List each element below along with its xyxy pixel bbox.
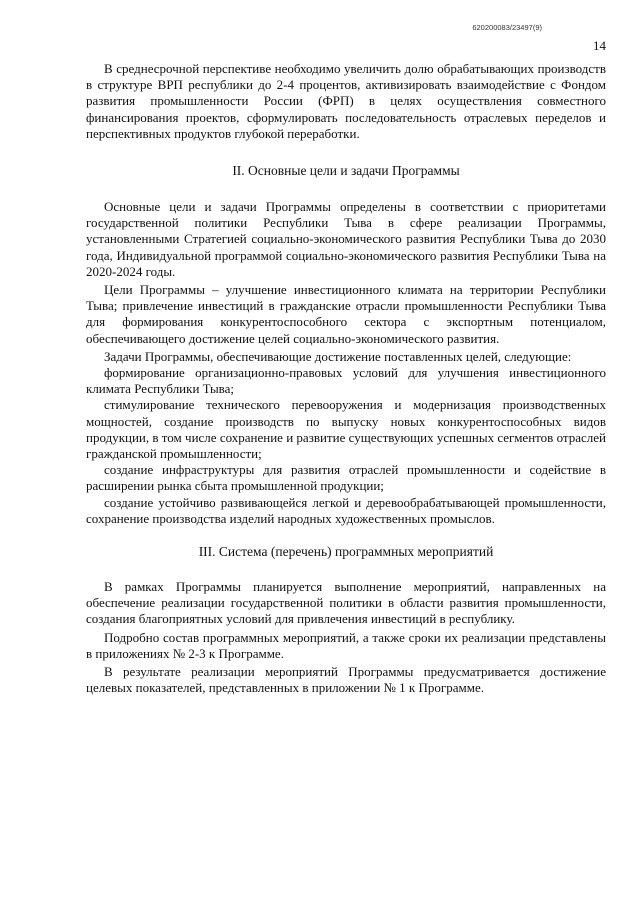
section-heading-goals: II. Основные цели и задачи Программы (232, 163, 460, 179)
list-item-task: стимулирование технического перевооружения и модернизация производственных мощностей, создание производств по выпуску новых конкурентоспособных видов продукции, в том числе сохранение и развитие существующих успешных сегментов отраслей гражданской промышленности; (86, 397, 606, 462)
section-heading-measures: III. Система (перечень) программных мероприятий (198, 544, 494, 560)
document-registration-number: 620200083/23497(9) (472, 23, 542, 32)
list-item-task: создание инфраструктуры для развития отраслей промышленности и содействие в расширении рынка сбыта промышленной продукции; (86, 462, 606, 494)
paragraph: В рамках Программы планируется выполнение мероприятий, направленных на обеспечение реализации государственной политики в области развития промышленности, создания благоприятных условий для привлечения инвестиций в республику. (86, 579, 606, 627)
paragraph: Задачи Программы, обеспечивающие достижение поставленных целей, следующие: (104, 348, 572, 364)
paragraph: Цели Программы – улучшение инвестиционного климата на территории Республики Тыва; привлечение инвестиций в гражданские отрасли промышленности Республики Тыва для формирования конкурентоспособного сектора с экспортным потенциалом, обеспечивающего достижение целей социально-экономического развития. (86, 282, 606, 346)
page-number: 14 (593, 38, 606, 53)
document-body (86, 61, 606, 697)
list-item-task: формирование организационно-правовых условий для улучшения инвестиционного климата Республики Тыва; (86, 365, 606, 397)
paragraph: Основные цели и задачи Программы определены в соответствии с приоритетами государственной политики Республики Тыва в сфере реализации Программы, установленными Стратегией социально-экономического развития Республики Тыва до 2030 года, Индивидуальной программой социально-экономического развития Республики Тыва на 2020-2024 годы. (86, 199, 606, 279)
paragraph-intro: В среднесрочной перспективе необходимо увеличить долю обрабатывающих производств в структуре ВРП республики до 2-4 процентов, активизировать взаимодействие с Фондом развития промышленности России (ФРП) в целях осуществления совместного финансирования проектов, сформулировать последовательность отраслевых переделов и перспективных продуктов глубокой переработки. (86, 61, 606, 141)
list-item-task: создание устойчиво развивающейся легкой и деревообрабатывающей промышленности, сохранение производства изделий народных художественных промыслов. (86, 494, 606, 526)
paragraph: В результате реализации мероприятий Программы предусматривается достижение целевых показателей, представленных в приложении № 1 к Программе. (86, 664, 606, 696)
paragraph: Подробно состав программных мероприятий, а также сроки их реализации представлены в приложениях № 2-3 к Программе. (86, 629, 606, 661)
